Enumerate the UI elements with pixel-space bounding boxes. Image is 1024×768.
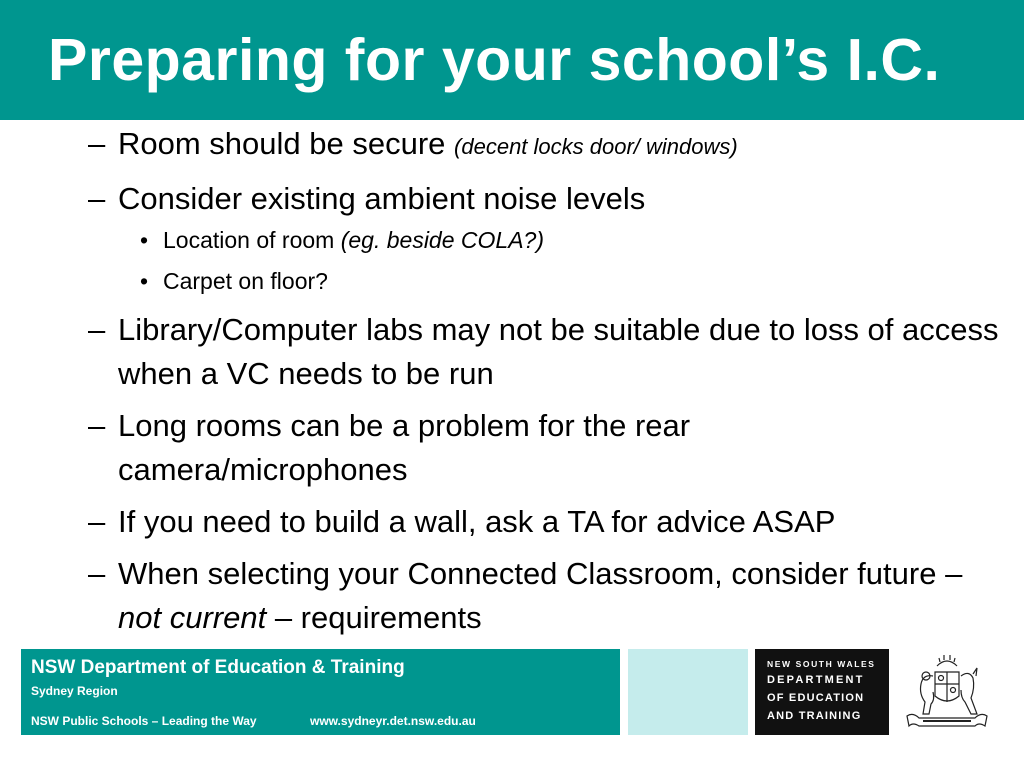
- dash-marker: –: [88, 181, 106, 216]
- logo-line: DEPARTMENT: [767, 674, 865, 686]
- sub-bullet-text: Carpet on floor?: [163, 268, 328, 294]
- logo-line: NEW SOUTH WALES: [767, 659, 876, 669]
- dash-marker: –: [88, 556, 106, 591]
- logo-line: OF EDUCATION: [767, 692, 865, 704]
- sub-bullet-note: (eg. beside COLA?): [340, 227, 544, 253]
- bullet-note: (decent locks door/ windows): [454, 134, 738, 159]
- footer-accent-block: [628, 649, 748, 735]
- bullet-text: Room should be secure: [118, 126, 455, 161]
- dash-marker: –: [88, 408, 106, 443]
- slide-content: [0, 122, 1024, 640]
- sub-bullet-item: [0, 225, 1024, 255]
- slide-title: Preparing for your school’s I.C.: [48, 27, 941, 93]
- footer-department: NSW Department of Education & Training: [31, 657, 405, 678]
- footer-region: Sydney Region: [31, 684, 118, 698]
- footer-tagline: NSW Public Schools – Leading the Way: [31, 714, 257, 728]
- title-bar: [0, 0, 1024, 120]
- nsw-coat-of-arms-icon: [893, 652, 1001, 732]
- bullet-item: [0, 122, 1024, 169]
- logo-wordmark: [755, 649, 889, 735]
- bullet-item: [0, 308, 1024, 396]
- bullet-item: [0, 177, 1024, 221]
- dash-marker: –: [88, 504, 106, 539]
- sub-bullet-item: [0, 266, 1024, 296]
- bullet-marker: •: [140, 268, 149, 294]
- department-logo: [755, 649, 1005, 735]
- bullet-emphasis: not current: [118, 600, 267, 635]
- bullet-marker: •: [140, 227, 149, 253]
- bullet-text: Library/Computer labs may not be suitable due to loss of access when a VC needs to be run: [118, 312, 999, 391]
- bullet-text: Long rooms can be a problem for the rear camera/microphones: [118, 408, 691, 487]
- dash-marker: –: [88, 126, 106, 161]
- footer-banner: [21, 649, 620, 735]
- sub-bullet-text: Location of room: [163, 227, 341, 253]
- bullet-text: If you need to build a wall, ask a TA for advice ASAP: [118, 504, 836, 539]
- bullet-item: [0, 404, 1024, 492]
- logo-line: AND TRAINING: [767, 710, 862, 722]
- bullet-text: When selecting your Connected Classroom, consider future –: [118, 556, 963, 591]
- bullet-item: [0, 552, 1024, 640]
- bullet-item: [0, 500, 1024, 544]
- bullet-text: Consider existing ambient noise levels: [118, 181, 646, 216]
- bullet-text-end: – requirements: [266, 600, 482, 635]
- footer-url[interactable]: www.sydneyr.det.nsw.edu.au: [310, 714, 476, 728]
- dash-marker: –: [88, 312, 106, 347]
